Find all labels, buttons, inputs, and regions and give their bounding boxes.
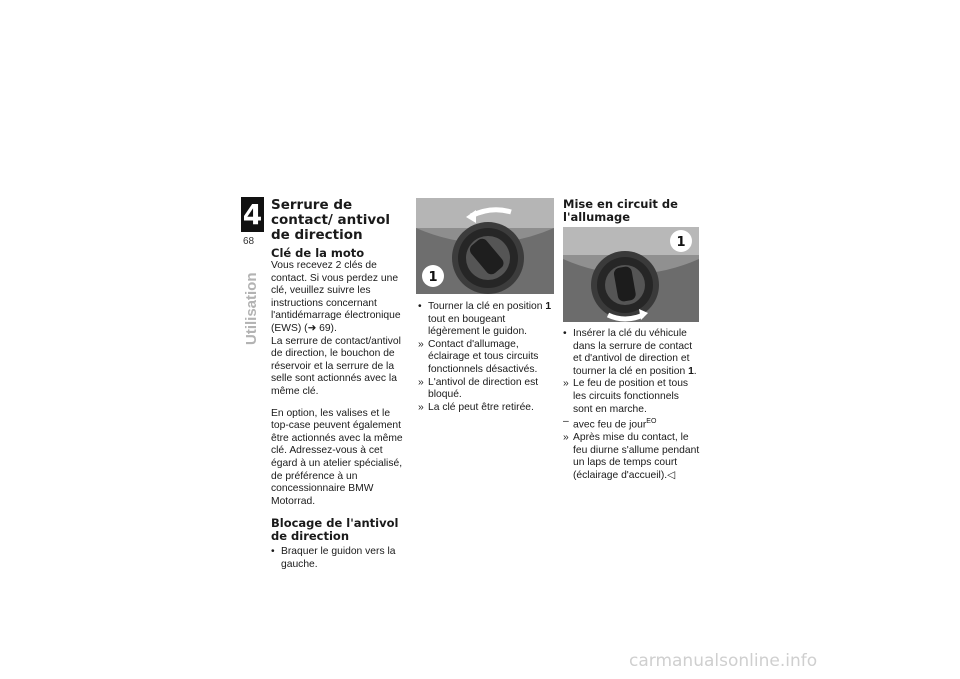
section-title: Serrure de contact/ antivol de direction <box>271 197 391 243</box>
list-item: » La clé peut être retirée. <box>418 401 534 413</box>
list-item: » Le feu de position et tous les circuits fonctionnels sont en marche. <box>563 378 689 415</box>
list-item: • Braquer le guidon vers la gauche. <box>271 546 396 570</box>
ignition-photo-on <box>563 227 699 322</box>
column-left <box>271 198 405 571</box>
heading-lock: Blocage de l'antivol de direction <box>271 516 399 544</box>
ignition-photo-lock <box>416 198 554 294</box>
chapter-number: 4 <box>242 198 263 231</box>
watermark: carmanualsonline.info <box>629 651 818 671</box>
column-right <box>563 198 701 224</box>
paragraph-same-key: La serrure de contact/antivol de direction, le bouchon de réservoir et la serrure de la selle sont actionnés avec la même clé. <box>271 335 401 397</box>
chapter-side-label: Utilisation <box>243 272 260 345</box>
photo-callout-label: 1 <box>676 235 686 250</box>
paragraph-option: En option, les valises et le top-case peuvent également être actionnés avec la même clé. Adressez-vous à cet égard à un atelier spécialisé, de préférence à un concessionnaire BMW Motorrad. <box>271 407 403 507</box>
page-number: 68 <box>243 236 255 247</box>
list-item: • Tourner la clé en position 1 tout en bougeant légèrement le guidon. <box>418 301 552 338</box>
list-item: » L'antivol de direction est bloqué. <box>418 376 539 401</box>
paragraph-keys: Vous recevez 2 clés de contact. Si vous perdez une clé, veuillez suivre les instructions concernant l'antidémarrage électronique (EWS) (➜ 69). <box>271 260 401 334</box>
heading-key: Clé de la moto <box>271 246 365 260</box>
list-item: » Après mise du contact, le feu diurne s'allume pendant un laps de temps court (éclairage d'accueil).◁ <box>563 432 700 481</box>
column-middle <box>418 301 556 414</box>
section-title-ignition: Mise en circuit de l'allumage <box>563 197 678 224</box>
page-reference: ➜ 69). <box>307 322 337 334</box>
photo-callout-label: 1 <box>428 270 438 285</box>
list-item: – avec feu de jour$^{EO}$ <box>563 416 657 431</box>
list-item: » Contact d'allumage, éclairage et tous circuits fonctionnels désactivés. <box>418 338 539 375</box>
list-item: • Insérer la clé du véhicule dans la serrure de contact et d'antivol de direction et tourner la clé en position 1. <box>563 328 697 377</box>
column-right-text <box>563 328 701 483</box>
